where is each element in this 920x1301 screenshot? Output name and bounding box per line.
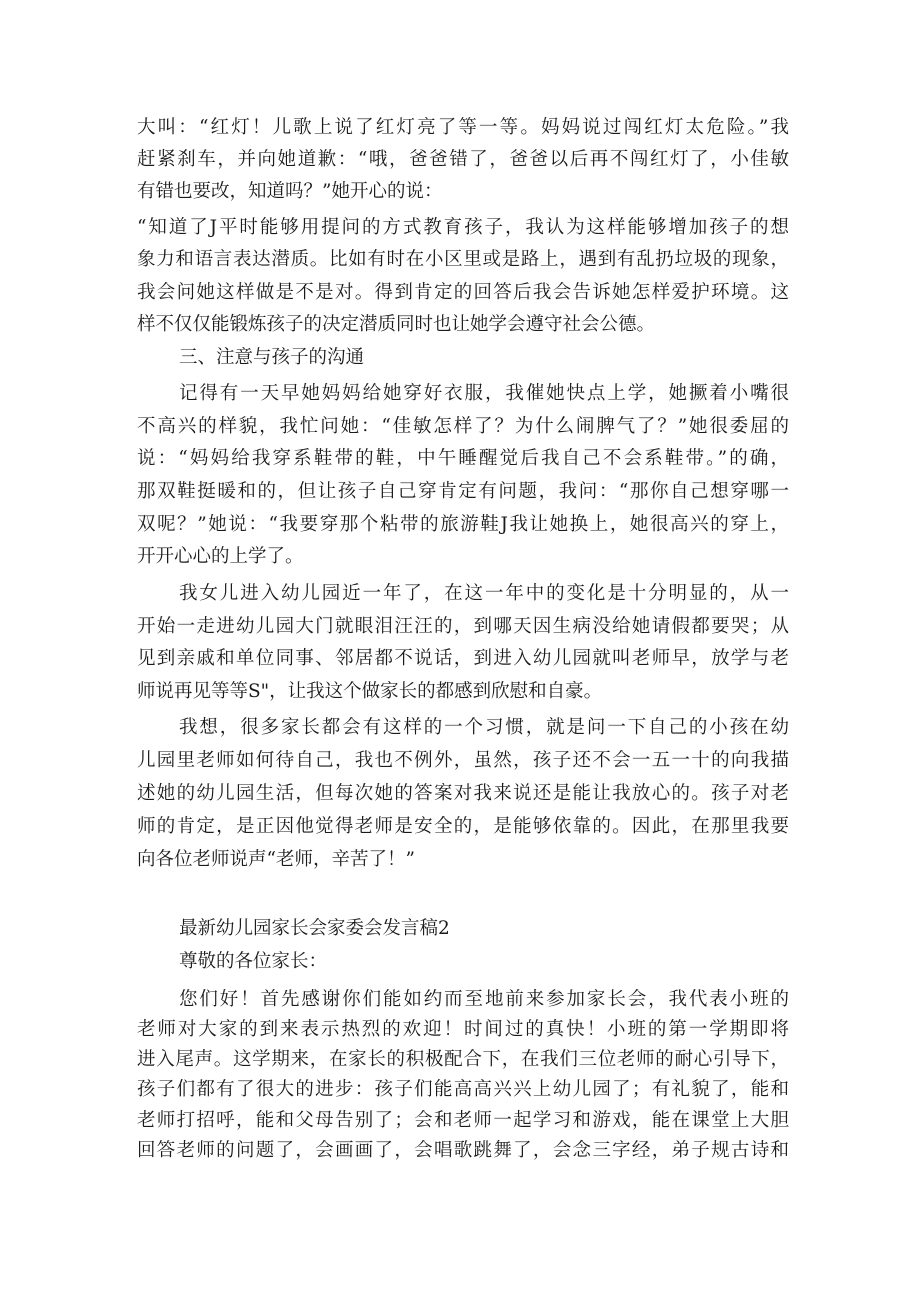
text-line: 有错也要改，知道吗？”她开心的说： xyxy=(137,181,443,202)
text-line: “知道了J平时能够用提问的方式教育孩子，我认为这样能够增加孩子的想 xyxy=(137,217,789,238)
text-line: 您们好！首先感谢你们能如约而至地前来参加家长会，我代表小班的 xyxy=(179,989,789,1010)
text-line: 师说再见等等S"，让我这个做家长的都感到欣慰和自豪。 xyxy=(137,681,603,702)
section-heading: 三、注意与孩子的沟通 xyxy=(179,347,365,368)
text-line: 进入尾声。这学期来，在家长的积极配合下，在我们三位老师的耐心引导下， xyxy=(137,1049,789,1070)
text-line: 开始一走进幼儿园大门就眼泪汪汪的，到哪天因生病没给她请假都要哭；从 xyxy=(137,616,789,637)
text-line: 孩子们都有了很大的进步：孩子们能高高兴兴上幼儿园了；有礼貌了，能和 xyxy=(137,1079,789,1100)
text-line: 记得有一天早她妈妈给她穿好衣服，我催她快点上学，她撅着小嘴很 xyxy=(179,383,789,404)
text-line: 师的肯定，是正因他觉得老师是安全的，是能够依靠的。因此，在那里我要 xyxy=(137,816,789,837)
text-line: 见到亲戚和单位同事、邻居都不说话，到进入幼儿园就叫老师早，放学与老 xyxy=(137,648,789,669)
salutation: 尊敬的各位家长： xyxy=(179,951,328,972)
text-line: 开开心心的上学了。 xyxy=(137,546,304,567)
text-line: 我会问她这样做是不是对。得到肯定的回答后我会告诉她怎样爱护环境。这 xyxy=(137,282,789,303)
text-line: 不高兴的样貌，我忙问她：“佳敏怎样了？为什么闹脾气了？”她很委屈的 xyxy=(137,416,789,437)
text-line: 那双鞋挺暖和的，但让孩子自己穿肯定有问题，我问：“那你自己想穿哪一 xyxy=(137,481,789,502)
text-line: 样不仅仅能锻炼孩子的决定潜质同时也让她学会遵守社会公德。 xyxy=(137,314,656,335)
text-line: 回答老师的问题了，会画画了，会唱歌跳舞了，会念三字经，弟子规古诗和 xyxy=(137,1140,789,1161)
text-line: 我女儿进入幼儿园近一年了，在这一年中的变化是十分明显的，从一 xyxy=(179,583,789,604)
text-line: 老师打招呼，能和父母告别了；会和老师一起学习和游戏，能在课堂上大胆 xyxy=(137,1110,789,1131)
text-line: 说：“妈妈给我穿系鞋带的鞋，中午睡醒觉后我自己不会系鞋带。”的确， xyxy=(137,448,789,469)
text-line: 大叫：“红灯！儿歌上说了红灯亮了等一等。妈妈说过闯红灯太危险。”我 xyxy=(137,117,789,138)
text-line: 老师对大家的到来表示热烈的欢迎！时间过的真快！小班的第一学期即将 xyxy=(137,1019,789,1040)
text-line: 述她的幼儿园生活，但每次她的答案对我来说还是能让我放心的。孩子对老 xyxy=(137,783,789,804)
text-line: 双呢？”她说：“我要穿那个粘带的旅游鞋J我让她换上，她很高兴的穿上， xyxy=(137,514,789,535)
text-line: 赶紧刹车，并向她道歉：“哦，爸爸错了，爸爸以后再不闯红灯了，小佳敏 xyxy=(137,149,789,170)
text-line: 我想，很多家长都会有这样的一个习惯，就是问一下自己的小孩在幼 xyxy=(179,717,789,738)
text-line: 向各位老师说声“老师，辛苦了！” xyxy=(137,849,415,870)
article-title: 最新幼儿园家长会家委会发言稿2 xyxy=(179,918,450,939)
text-line: 象力和语言表达潜质。比如有时在小区里或是路上，遇到有乱扔垃圾的现象， xyxy=(137,249,789,270)
text-line: 儿园里老师如何待自己，我也不例外，虽然，孩子还不会一五一十的向我描 xyxy=(137,750,789,771)
